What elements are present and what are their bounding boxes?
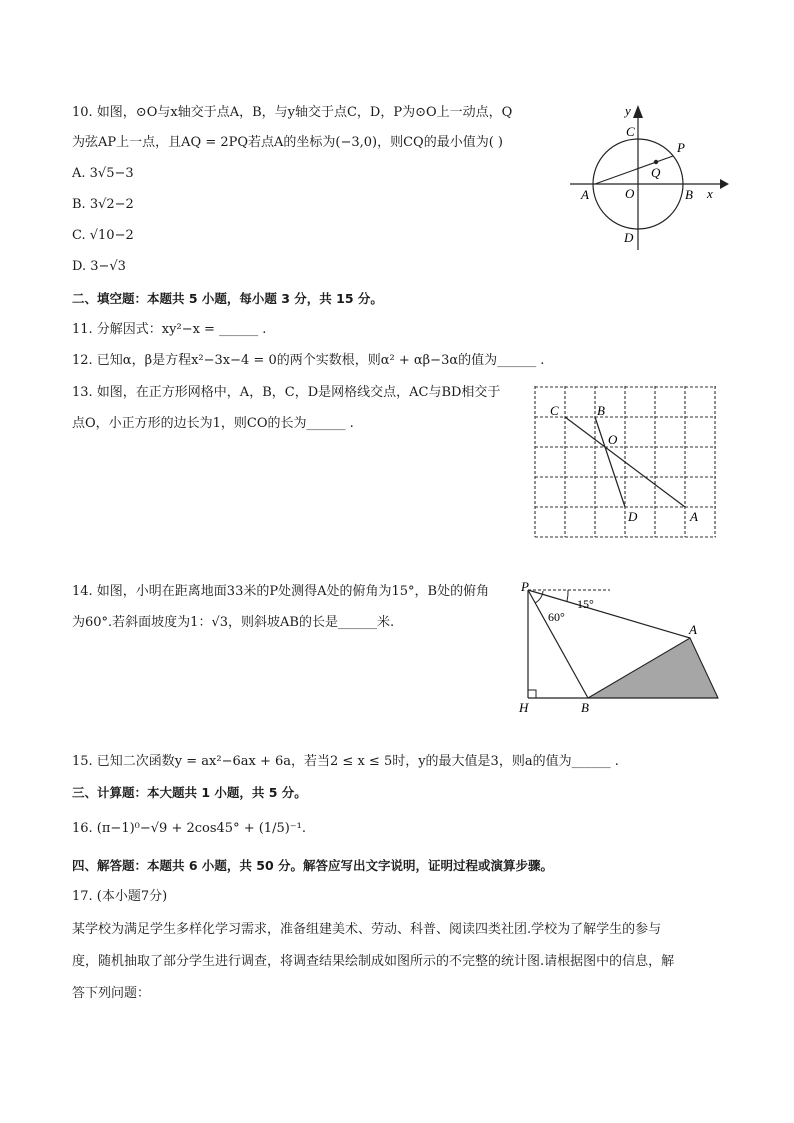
q10-label-b: B (685, 187, 693, 202)
q10-label-a: A (581, 187, 589, 202)
q14-label-b: B (581, 700, 589, 715)
q17-title: 17. (本小题7分) (72, 889, 168, 904)
q13-label-a: A (690, 509, 698, 524)
q17-para2: 度，随机抽取了部分学生进行调查，将调查结果绘制成如图所示的不完整的统计图.请根据图中的信息，解 (72, 954, 675, 969)
q10-option-b: B. 3√2−2 (72, 197, 134, 212)
q14-line2: 为60°.若斜面坡度为1：√3，则斜坡AB的长是______米. (72, 615, 395, 630)
q14-label-h: H (519, 700, 529, 715)
q13-label-d: D (628, 509, 638, 524)
q17-para3: 答下列问题： (72, 986, 151, 1001)
q10-line1: 10. 如图，⊙O与x轴交于点A，B，与y轴交于点C，D，P为⊙O上一动点，Q (72, 105, 513, 120)
section4-heading: 四、解答题：本题共 6 小题，共 50 分。解答应写出文字说明，证明过程或演算步骤。 (72, 858, 554, 873)
q14-label-p: P (521, 579, 529, 594)
q13-line2: 点O，小正方形的边长为1，则CO的长为______ . (72, 416, 354, 431)
q14-line1: 14. 如图，小明在距离地面33米的P处测得A处的俯角为15°，B处的俯角 (72, 584, 490, 599)
q15-text: 15. 已知二次函数y = ax²−6ax + 6a，若当2 ≤ x ≤ 5时，y的最大值是3，则a的值为______ . (72, 754, 619, 769)
q13-label-c: C (550, 403, 559, 418)
q10-label-d: D (624, 230, 634, 245)
q10-label-c: C (626, 124, 635, 139)
q10-option-c: C. √10−2 (72, 228, 134, 243)
q10-option-a: A. 3√5−3 (72, 166, 134, 181)
q10-line2: 为弦AP上一点，且AQ = 2PQ若点A的坐标为(−3,0)，则CQ的最小值为( ) (72, 135, 503, 150)
q13-label-o: O (608, 432, 618, 447)
q10-option-d: D. 3−√3 (72, 259, 126, 274)
q14-slope-figure (515, 578, 725, 718)
section3-heading: 三、计算题：本大题共 1 小题，共 5 分。 (72, 785, 307, 800)
q16-text: 16. (π−1)⁰−√9 + 2cos45° + (1/5)⁻¹. (72, 821, 306, 836)
q10-label-q: Q (651, 165, 661, 180)
q10-label-x: x (707, 186, 713, 201)
q14-label-60deg: 60° (548, 610, 565, 624)
q13-label-b: B (597, 403, 605, 418)
q10-label-p: P (677, 140, 685, 155)
q17-para1: 某学校为满足学生多样化学习需求，准备组建美术、劳动、科普、阅读四类社团.学校为了解学生的参与 (72, 922, 662, 937)
q13-line1: 13. 如图，在正方形网格中，A，B，C，D是网格线交点，AC与BD相交于 (72, 385, 501, 400)
q12-text: 12. 已知α，β是方程x²−3x−4 = 0的两个实数根，则α² + αβ−3α的值为______ . (72, 353, 545, 368)
q13-grid-figure (530, 382, 724, 542)
q11-text: 11. 分解因式：xy²−x = ______ . (72, 322, 267, 337)
q10-circle-figure (565, 100, 735, 260)
q10-label-y: y (625, 103, 631, 118)
q14-label-a: A (689, 622, 697, 637)
section2-heading: 二、填空题：本题共 5 小题，每小题 3 分，共 15 分。 (72, 291, 383, 306)
q14-label-15deg: 15° (577, 597, 594, 611)
q10-label-o: O (625, 186, 635, 201)
